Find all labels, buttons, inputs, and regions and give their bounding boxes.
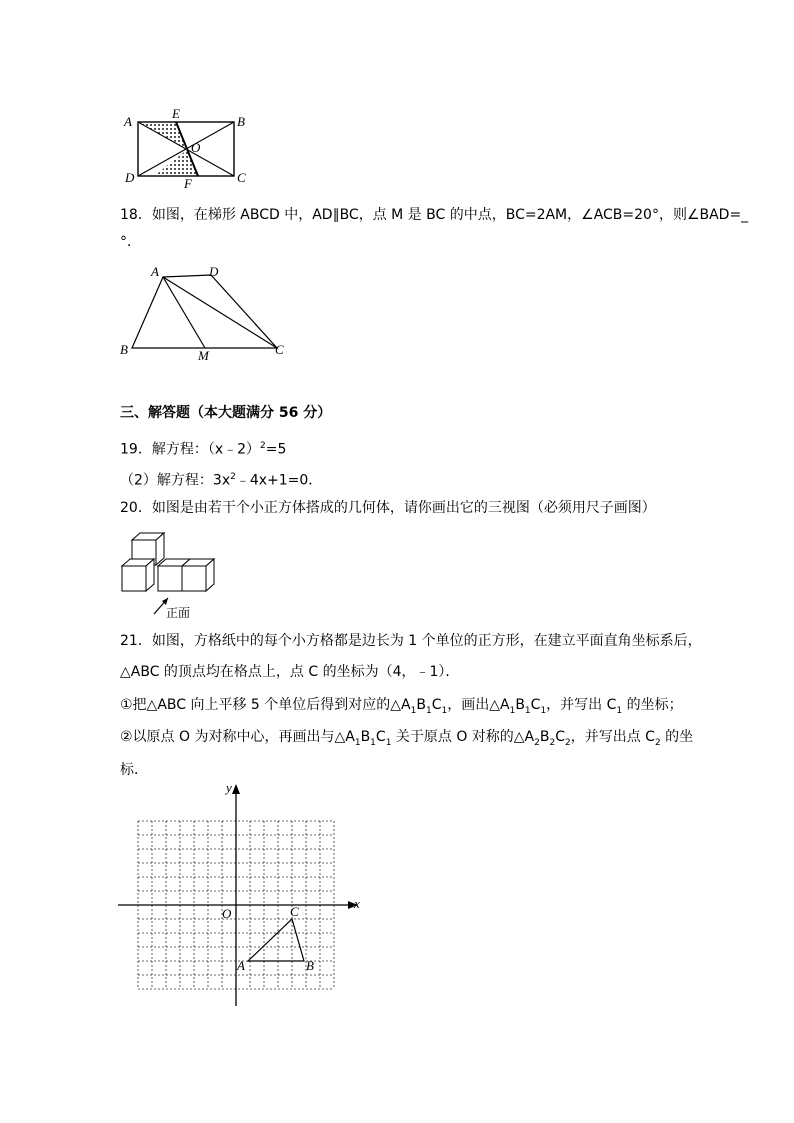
q21-sub: 2 [565,737,571,748]
q21-line1: 21．如图，方格纸中的每个小方格都是边长为 1 个单位的正方形，在建立平面直角坐标系后， [120,633,702,649]
q21-sub: 2 [549,737,556,748]
q18-text: 18．如图，在梯形 ABCD 中，AD∥BC，点 M 是 BC 的中点，BC=2AM，∠ACB=20°，则∠BAD=_ [120,207,749,223]
q21-line4-h: 的坐 [660,729,694,745]
q21-sub: 1 [354,737,361,748]
q19-line1 [120,436,286,460]
fig18-label-b: B [120,342,128,357]
q21-line3 [120,695,683,721]
q21-sub: 1 [509,705,516,716]
q21-line3-b: B [416,697,426,713]
q21-sub: 2 [654,737,661,748]
fig18-label-c: C [275,342,284,357]
fig17-label-a: A [124,114,132,129]
q21-sub: 1 [425,705,432,716]
q21-sub: 1 [540,705,547,716]
fig18-trapezoid-figure [115,262,295,366]
q21-line4-g: ，并写出点 C [570,729,655,745]
q21-line3-d: ，画出△A [447,697,510,713]
fig20-cubes-figure [118,528,222,623]
q21-line4-c: C [375,729,386,745]
fig21-label-b: B [306,958,314,973]
fig21-label-c: C [290,904,299,919]
fig21-label-a: A [237,958,245,973]
q21-line3-e: B [515,697,525,713]
fig17-label-b: B [237,114,245,129]
fig17-label-o: O [191,140,201,155]
q19-line1-sup: 2 [260,441,266,451]
fig21-svg [118,780,368,1010]
q21-sub: 1 [410,705,417,716]
fig21-label-y: y [226,780,232,795]
q21-sub: 1 [370,737,376,748]
q21-sub: 1 [441,705,448,716]
fig17-label-c: C [237,170,246,185]
q21-line3-a: ①把△ABC 向上平移 5 个单位后得到对应的△A [120,697,411,713]
q19-line2-prefix: （2）解方程：3x [120,472,231,489]
fig21-label-x: x [354,896,360,911]
fig18-label-d: D [209,264,219,279]
fig18-label-m: M [198,348,209,363]
q21-line3-f: C [530,697,541,713]
fig17-svg [118,104,248,196]
q21-line4-d: 关于原点 O 对称的△A [391,729,535,745]
fig18-label-a: A [151,264,159,279]
q21-line4-f: C [555,729,565,745]
q21-sub: 1 [385,737,392,748]
section3-title: 三、解答题（本大题满分 56 分） [120,405,332,421]
fig17-label-d: D [125,170,135,185]
fig17-label-f: F [184,176,192,191]
q19-line2 [120,467,322,491]
q21-line4 [120,727,693,753]
q19-line1-prefix: 19．解方程：（x﹣2） [120,441,261,458]
q19-line1-suffix: =5 [265,441,287,458]
fig21-label-o: O [222,906,232,921]
q18-text-cont: °． [120,234,141,250]
q19-line2-suffix: ﹣4x+1=0． [235,472,323,489]
q21-line4-b: B [360,729,371,745]
fig17-rectangle-figure [118,104,248,196]
q21-line3-c: C [431,697,442,713]
q19-line2-sup: 2 [230,472,236,482]
q21-line3-g: ，并写出 C [546,697,617,713]
q21-sub: 1 [616,705,623,716]
q21-line2: △ABC 的顶点均在格点上，点 C 的坐标为（4，﹣1）． [120,664,460,680]
q21-sub: 2 [534,737,540,748]
fig21-coordinate-grid [118,780,368,1010]
q21-line5: 标． [120,762,148,778]
q20-text: 20．如图是由若干个小正方体搭成的几何体，请你画出它的三视图（必须用尺子画图） [120,500,656,516]
fig17-label-e: E [172,106,180,121]
q21-line3-h: 的坐标； [622,697,683,713]
q21-line4-a: ②以原点 O 为对称中心，再画出与△A [120,729,355,745]
fig20-front-label: 正面 [166,606,191,620]
q21-sub: 1 [524,705,531,716]
q21-line4-e: B [539,729,550,745]
